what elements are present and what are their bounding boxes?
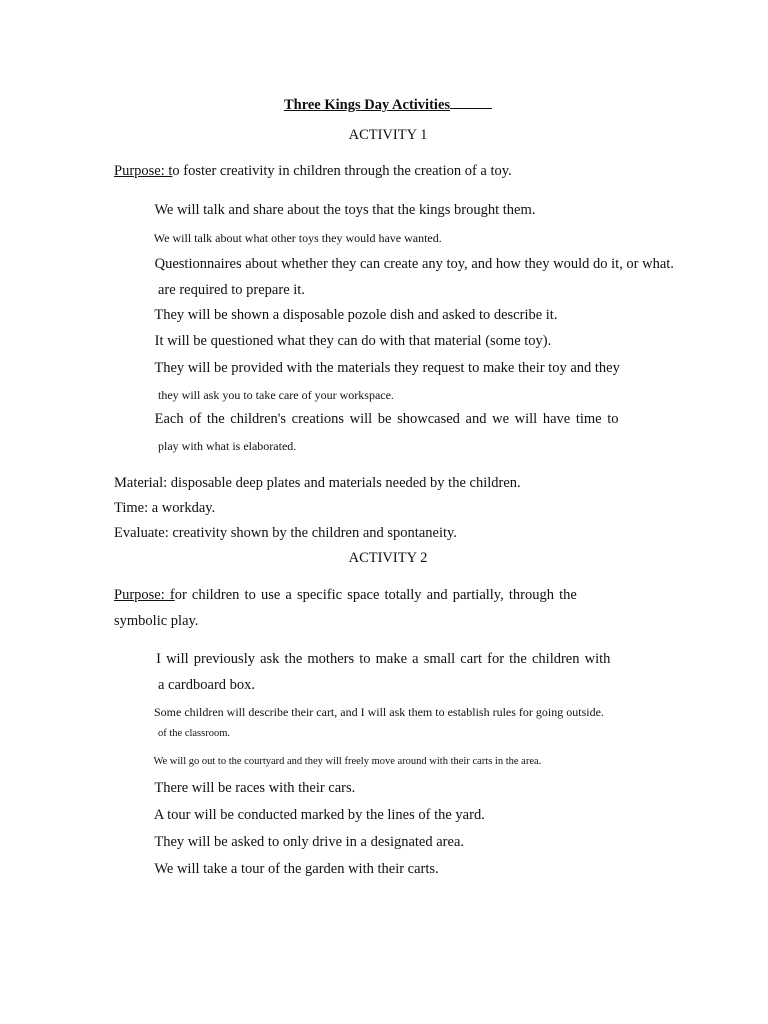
title-underline-blank	[450, 94, 492, 109]
list-item	[139, 806, 485, 824]
list-item-text: A tour will be conducted marked by the lines of the yard.	[153, 807, 485, 823]
purpose-label: Purpose: t	[114, 163, 173, 179]
list-item-continuation: play with what is elaborated.	[158, 439, 297, 453]
list-item-text: We will talk and share about the toys that the kings brought them.	[154, 202, 536, 218]
list-item-continuation: they will ask you to take care of your workspace.	[158, 388, 394, 402]
list-item	[139, 332, 551, 350]
list-item	[139, 650, 610, 668]
activity-2-heading: ACTIVITY 2	[348, 550, 428, 566]
activity-1-evaluate: Evaluate: creativity shown by the children and spontaneity.	[114, 525, 457, 541]
list-item	[139, 833, 464, 851]
activity-1-purpose	[114, 162, 512, 180]
list-item	[139, 753, 541, 771]
title-text: Three Kings Day Activities	[283, 97, 451, 113]
activity-1-material: Material: disposable deep plates and materials needed by the children.	[114, 475, 521, 491]
list-item-text: There will be races with their cars.	[154, 780, 356, 796]
list-item-text: We will go out to the courtyard and they will freely move around with their carts in the area.	[153, 756, 542, 767]
purpose-text: o foster creativity in children through the creation of a toy.	[172, 163, 512, 179]
list-item-text: They will be shown a disposable pozole dish and asked to describe it.	[154, 307, 558, 323]
list-item	[139, 306, 557, 324]
list-item-text: I will previously ask the mothers to make a small cart for the children with	[156, 651, 611, 667]
activity-1-time: Time: a workday.	[114, 500, 216, 516]
activity-2-purpose-continuation: symbolic play.	[114, 613, 199, 629]
list-item-text: They will be asked to only drive in a designated area.	[154, 834, 465, 850]
list-item-text: Some children will describe their cart, and I will ask them to establish rules for going outside.	[154, 705, 604, 719]
list-item	[139, 359, 620, 377]
activity-2-purpose	[114, 586, 577, 604]
list-item	[139, 410, 623, 428]
list-item	[139, 860, 439, 878]
list-item-text: It will be questioned what they can do with that material (some toy).	[154, 333, 552, 349]
list-item	[139, 779, 355, 797]
list-item-text: They will be provided with the materials they request to make their toy and they	[154, 360, 620, 376]
purpose-text: or children to use a specific space totally and partially, through the	[174, 587, 577, 603]
document-title	[0, 94, 768, 114]
list-item	[139, 703, 604, 721]
list-item-continuation: a cardboard box.	[158, 677, 256, 693]
list-item	[139, 229, 442, 247]
list-item-text: Questionnaires about whether they can create any toy, and how they would do it, or what.	[154, 256, 674, 272]
purpose-label: Purpose: f	[114, 587, 175, 603]
activity-1-heading: ACTIVITY 1	[348, 127, 428, 143]
list-item	[139, 255, 674, 273]
list-item-continuation: of the classroom.	[158, 728, 231, 739]
list-item	[139, 201, 535, 219]
list-item-text: We will talk about what other toys they would have wanted.	[153, 231, 442, 245]
list-item-continuation: are required to prepare it.	[158, 282, 305, 298]
list-item-text: We will take a tour of the garden with their carts.	[154, 861, 439, 877]
list-item-text: Each of the children's creations will be showcased and we will have time to	[154, 411, 619, 427]
